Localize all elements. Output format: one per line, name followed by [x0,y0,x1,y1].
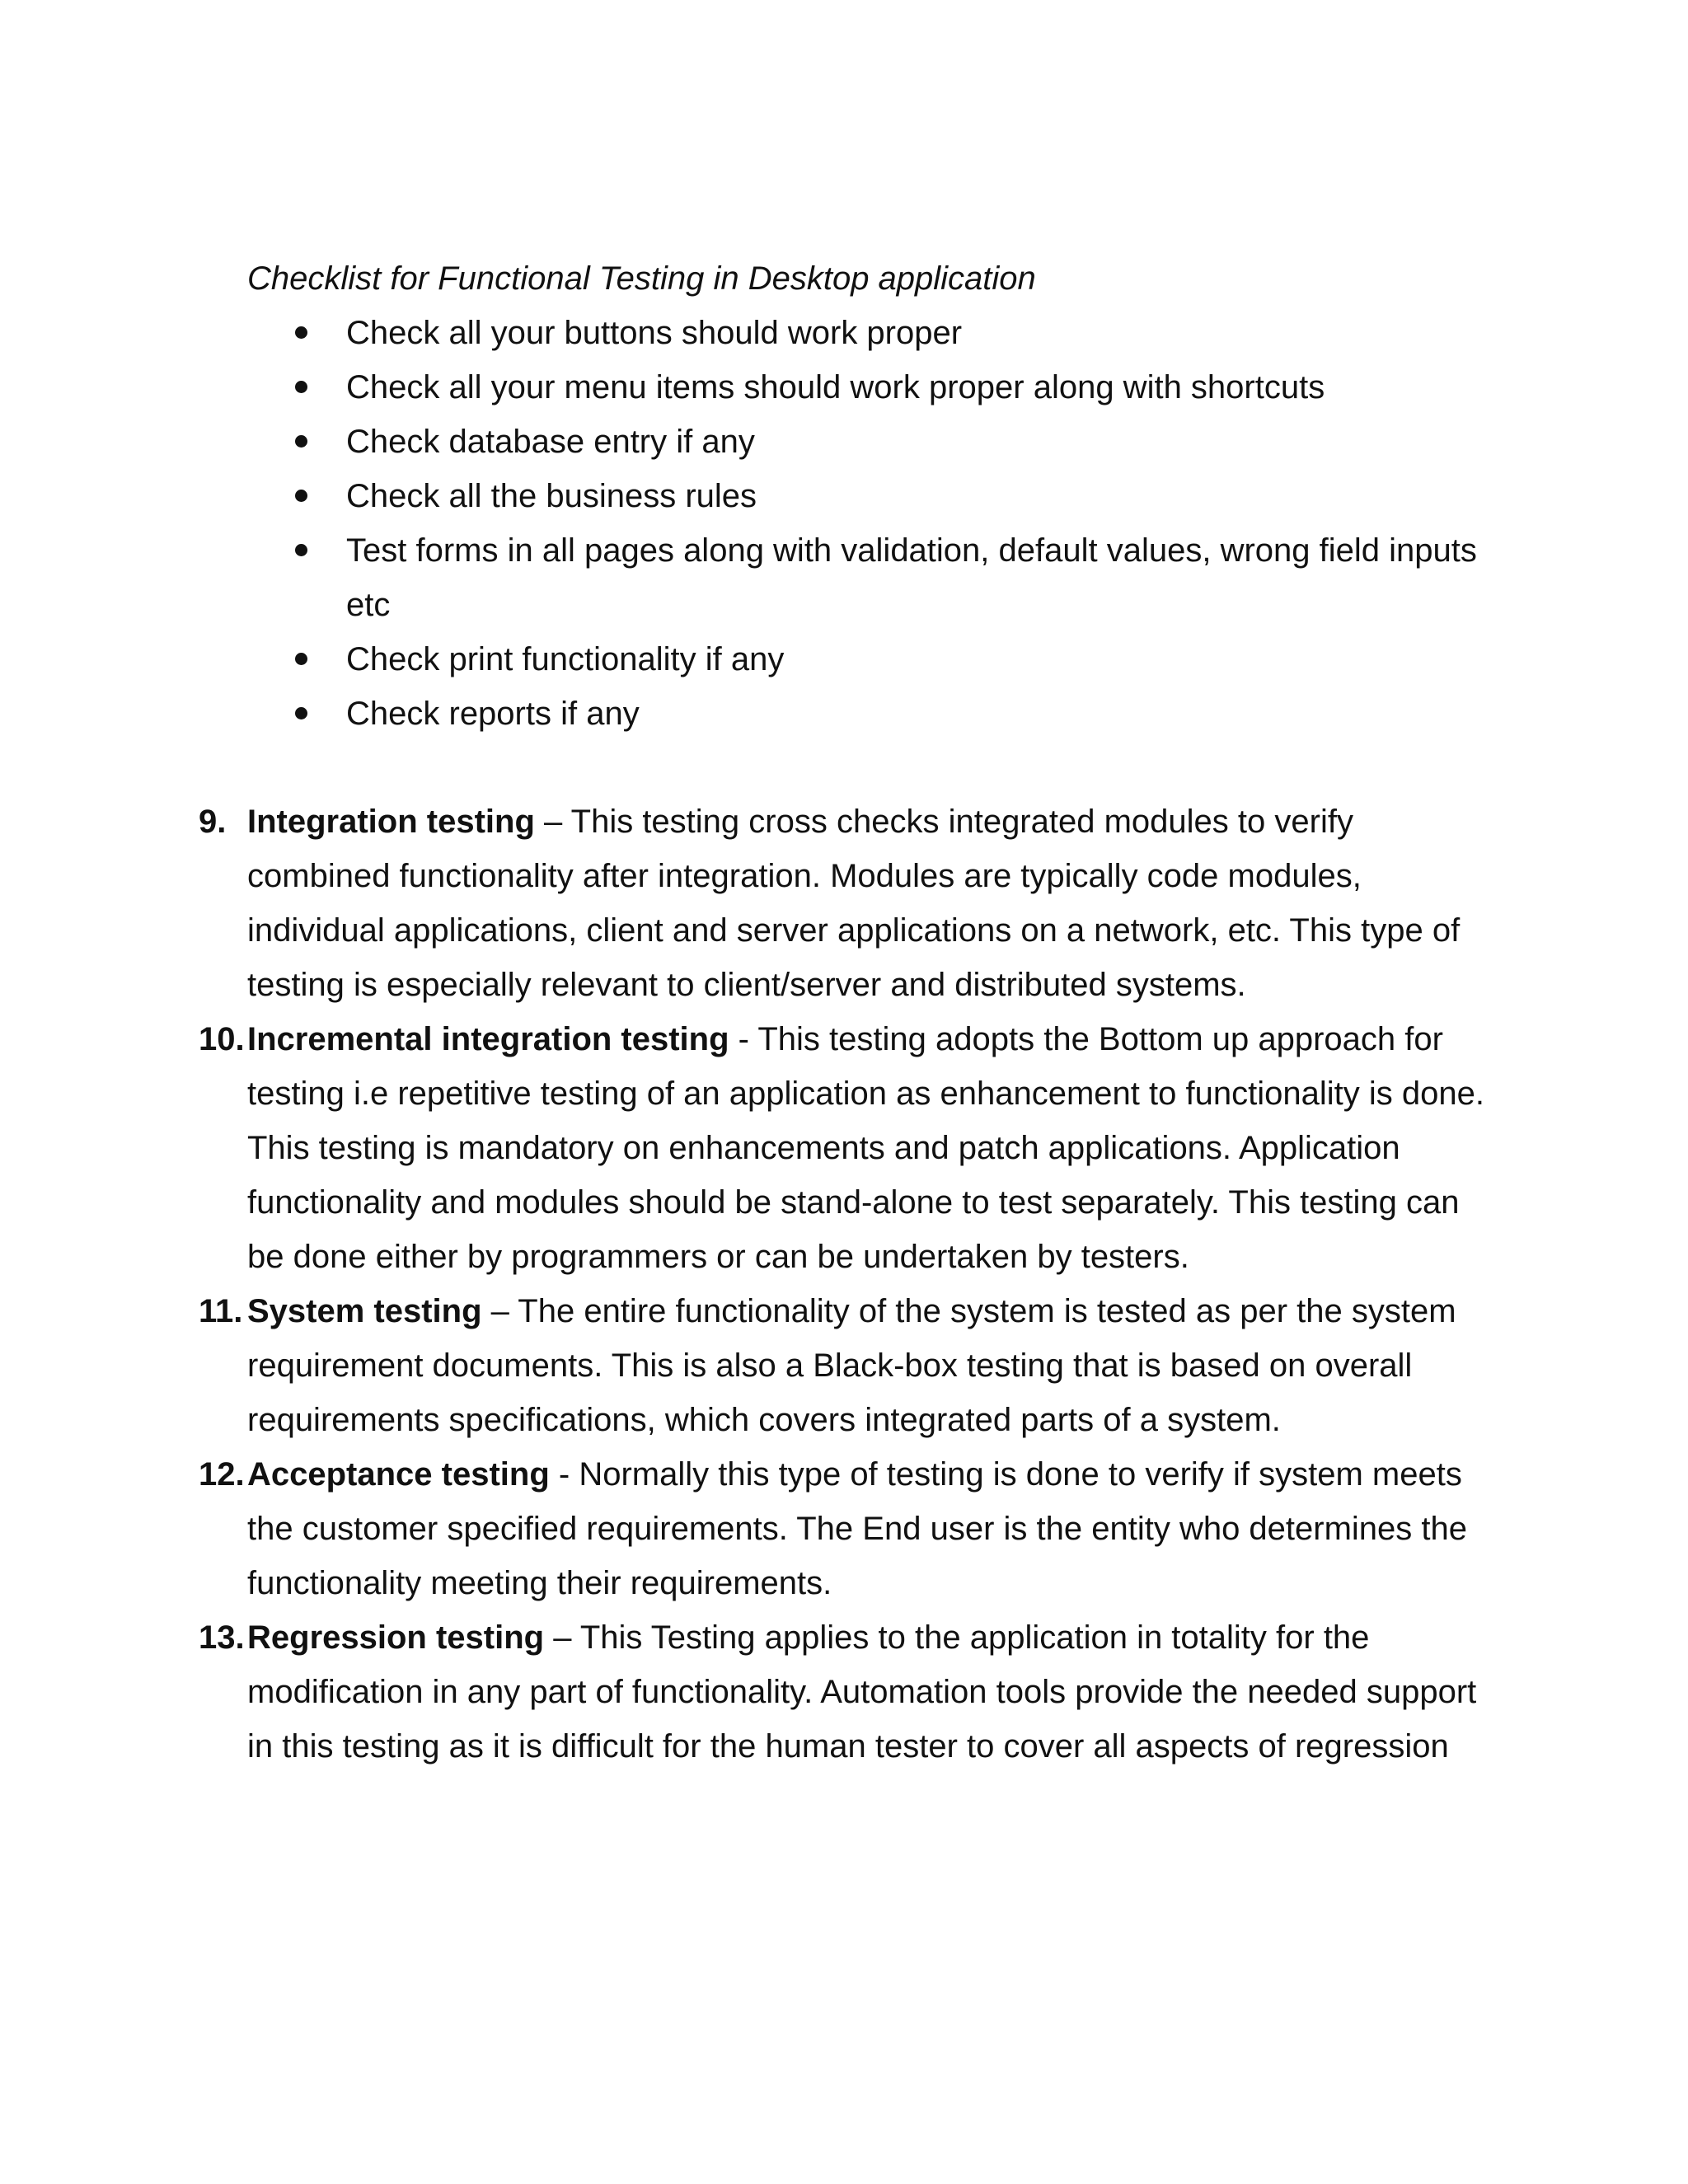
list-item-text: Check all your buttons should work proper [346,315,963,351]
list-item [346,687,1500,741]
checklist-heading: Checklist for Functional Testing in Desktop application [247,260,1036,297]
section-system-testing [199,1284,1500,1447]
bullet-icon [295,490,307,502]
bullet-icon [295,381,307,393]
list-item [346,632,1500,687]
section-text: – The entire functionality of the system is tested as per the system requirement documents. This is also a Black-box testing that is based on overall requirements specifications, which covers integrated parts of a system. [247,1293,1456,1438]
document-content [199,251,1500,1774]
section-number: 12. [199,1456,245,1493]
list-item-text: Check database entry if any [346,424,755,460]
section-term: Incremental integration testing [247,1021,729,1057]
section-term: Regression testing [247,1619,545,1656]
list-item-text: Check all your menu items should work proper along with shortcuts [346,369,1325,405]
list-item [346,523,1500,632]
bullet-icon [295,326,307,339]
section-acceptance-testing [199,1447,1500,1610]
bullet-icon [295,544,307,556]
bullet-icon [295,707,307,719]
bullet-icon [295,653,307,665]
checklist-list [247,306,1500,741]
section-term: Integration testing [247,804,535,840]
list-item-text: Check print functionality if any [346,641,785,677]
section-text: – This testing cross checks integrated modules to verify combined functionality after integration. Modules are typically code modules, individual applications, client and server applications on a network, etc. This type of testing is especially relevant to client/server and distributed systems. [247,804,1461,1003]
list-item-text: Test forms in all pages along with validation, default values, wrong field inputs etc [346,532,1477,623]
section-number: 9. [199,804,227,840]
section-text: - Normally this type of testing is done to verify if system meets the customer specified requirements. The End user is the entity who determines the functionality meeting their requirements. [247,1456,1468,1601]
list-item [346,360,1500,415]
section-number: 10. [199,1021,245,1057]
list-item [346,306,1500,360]
section-text: – This Testing applies to the application in totality for the modification in any part of functionality. Automation tools provide the needed support in this testing as it is difficult for the human tester to cover all aspects of regression [247,1619,1477,1765]
list-item [346,415,1500,469]
section-number: 13. [199,1619,245,1656]
bullet-icon [295,435,307,448]
list-item [346,469,1500,523]
testing-types-list [199,794,1500,1774]
section-term: Acceptance testing [247,1456,550,1493]
section-integration-testing [199,794,1500,1012]
section-text: - This testing adopts the Bottom up approach for testing i.e repetitive testing of an application as enhancement to functionality is done. This testing is mandatory on enhancements and patch applications. Application functionality and modules should be stand-alone to test separately. This testing can be done either by programmers or can be undertaken by testers. [247,1021,1484,1275]
section-regression-testing [199,1610,1500,1774]
section-term: System testing [247,1293,482,1329]
list-item-text: Check reports if any [346,696,640,732]
list-item-text: Check all the business rules [346,478,757,514]
section-incremental-integration-testing [199,1012,1500,1284]
section-number: 11. [199,1293,243,1329]
